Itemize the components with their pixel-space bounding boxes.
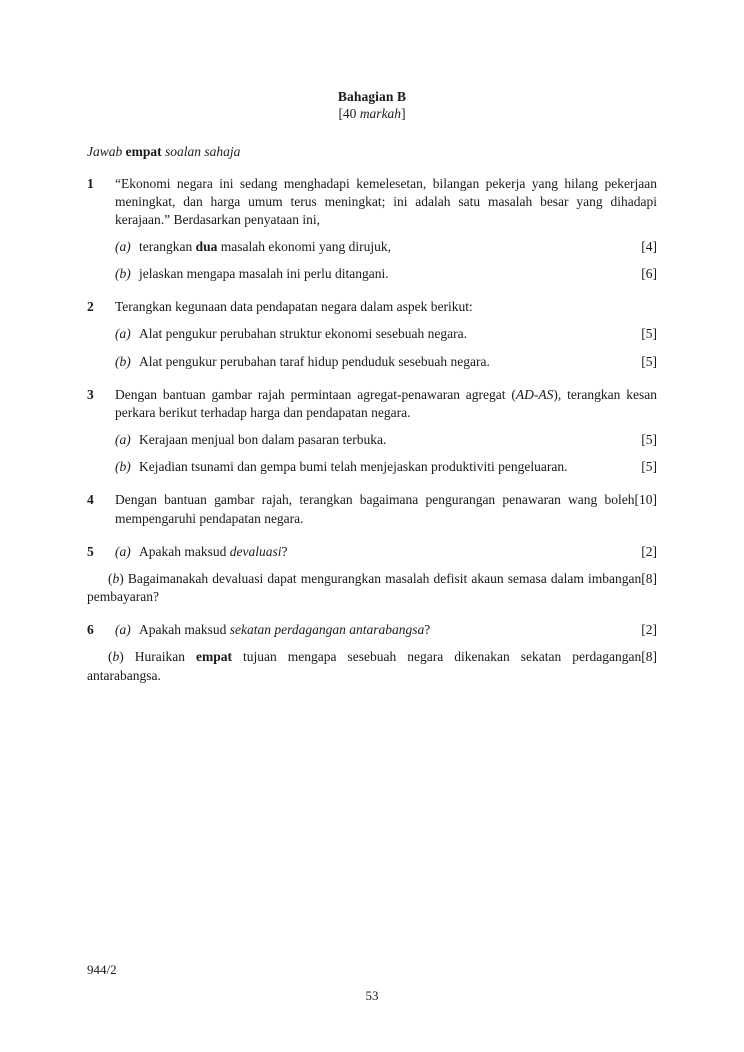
question-1: [87, 175, 657, 284]
question-2-item-a: [87, 325, 657, 343]
question-2: [87, 298, 657, 370]
question-4-number: 4: [87, 492, 94, 508]
answer-instruction: [87, 144, 657, 160]
question-3-item-b-text: Kejadian tsunami dan gempa bumi telah menjejaskan produktiviti pengeluaran.: [139, 459, 568, 475]
question-2-stem: [87, 298, 657, 316]
question-3-stem: [87, 386, 657, 422]
section-header: [87, 0, 657, 123]
question-1-item-a-marks: [4]: [641, 239, 657, 254]
instruction-part2: soalan sahaja: [161, 143, 241, 159]
question-3-item-a-label: (a): [115, 432, 131, 448]
question-1-item-a-text: terangkan dua masalah ekonomi yang dirujuk,: [139, 239, 391, 254]
question-5-item-a-text: Apakah maksud devaluasi?: [139, 543, 288, 559]
question-2-item-b-text: Alat pengukur perubahan taraf hidup penduduk sesebuah negara.: [139, 353, 490, 369]
question-3-number: 3: [87, 386, 94, 402]
instruction-bold: empat: [125, 143, 162, 159]
paper-code: 944/2: [87, 962, 117, 977]
section-marks-italic: markah: [359, 106, 402, 122]
question-2-item-a-label: (a): [115, 326, 131, 342]
document-page: [87, 0, 657, 1052]
question-5-item-a-label: (a): [115, 543, 131, 559]
question-3-item-a: [87, 431, 657, 449]
question-3: [87, 386, 657, 477]
question-4-marks: [10]: [634, 492, 657, 508]
question-2-stem-text: Terangkan kegunaan data pendapatan negara dalam aspek berikut:: [115, 299, 473, 315]
question-1-item-b-label: (b): [115, 266, 131, 282]
section-title: Bahagian B: [337, 89, 407, 104]
question-3-item-b: [87, 458, 657, 476]
question-3-item-b-marks: [5]: [641, 459, 657, 475]
question-5-item-b-label: (b): [108, 570, 124, 586]
question-1-item-b-marks: [6]: [641, 266, 657, 282]
question-2-item-b-marks: [5]: [641, 353, 657, 369]
question-5-item-b: [87, 570, 657, 606]
section-marks-suffix: ]: [401, 106, 406, 122]
question-6-number: 6: [87, 622, 94, 638]
question-3-stem-italic: AD-AS: [515, 386, 554, 402]
question-3-stem-prefix: Dengan bantuan gambar rajah permintaan agregat-penawaran agregat (: [115, 386, 516, 402]
question-3-item-a-text: Kerajaan menjual bon dalam pasaran terbuka.: [139, 432, 387, 448]
question-2-item-b-label: (b): [115, 353, 131, 369]
question-6-item-a-marks: [2]: [641, 622, 657, 638]
question-4-stem: [87, 491, 657, 527]
question-5-item-b-marks: [8]: [641, 570, 657, 586]
question-6-item-a-text: Apakah maksud sekatan perdagangan antarabangsa?: [139, 622, 431, 638]
question-1-item-a-label: (a): [115, 239, 131, 254]
question-5: [87, 543, 657, 606]
page-number: 53: [365, 988, 379, 1003]
question-3-item-a-marks: [5]: [641, 432, 657, 448]
question-2-item-a-text: Alat pengukur perubahan struktur ekonomi sesebuah negara.: [139, 326, 468, 342]
question-6-item-a: [87, 621, 657, 639]
question-4-stem-text: Dengan bantuan gambar rajah, terangkan bagaimana pengurangan penawaran wang boleh mempengaruhi pendapatan negara.: [115, 492, 635, 526]
question-1-item-b-text: jelaskan mengapa masalah ini perlu ditangani.: [139, 266, 389, 282]
question-3-item-b-label: (b): [115, 459, 131, 475]
question-1-item-a: [87, 238, 657, 256]
question-4: [87, 491, 657, 527]
question-6-item-b-label: (b): [108, 649, 124, 665]
question-6-item-b-marks: [8]: [641, 649, 657, 665]
section-marks: [87, 105, 657, 122]
question-5-number: 5: [87, 543, 94, 559]
question-6-item-b: [87, 648, 657, 684]
question-6: [87, 621, 657, 684]
question-2-item-a-marks: [5]: [641, 326, 657, 342]
question-6-item-a-label: (a): [115, 622, 131, 638]
question-6-item-b-text-part2: tujuan mengapa sesebuah negara dikenakan sekatan perdagangan antarabangsa.: [87, 649, 642, 683]
question-1-stem: [87, 175, 657, 229]
question-2-number: 2: [87, 299, 94, 315]
question-6-item-b-bold: empat: [196, 649, 233, 665]
question-2-item-b: [87, 353, 657, 371]
question-5-item-b-text: Bagaimanakah devaluasi dapat mengurangkan masalah defisit akaun semasa dalam imbangan pembayaran?: [87, 570, 642, 605]
question-5-item-a-marks: [2]: [641, 543, 657, 559]
instruction-part1: Jawab: [87, 143, 126, 159]
question-1-stem-text: “Ekonomi negara ini sedang menghadapi kemelesetan, bilangan pekerja yang hilang pekerjaan meningkat, dan harga umum terus meningkat; ini adalah satu masalah besar yang dihadapi kerajaan.” Berdasarkan penyataan ini,: [115, 175, 657, 227]
section-marks-prefix: [40: [338, 106, 360, 122]
question-1-number: 1: [87, 175, 94, 191]
question-3-stem-suffix: ), terangkan kesan perkara berikut terhadap harga dan pendapatan negara.: [115, 386, 657, 420]
question-1-item-b: [87, 265, 657, 283]
question-6-item-b-text-part1: Huraikan: [134, 649, 197, 665]
question-5-item-a: [87, 543, 657, 561]
